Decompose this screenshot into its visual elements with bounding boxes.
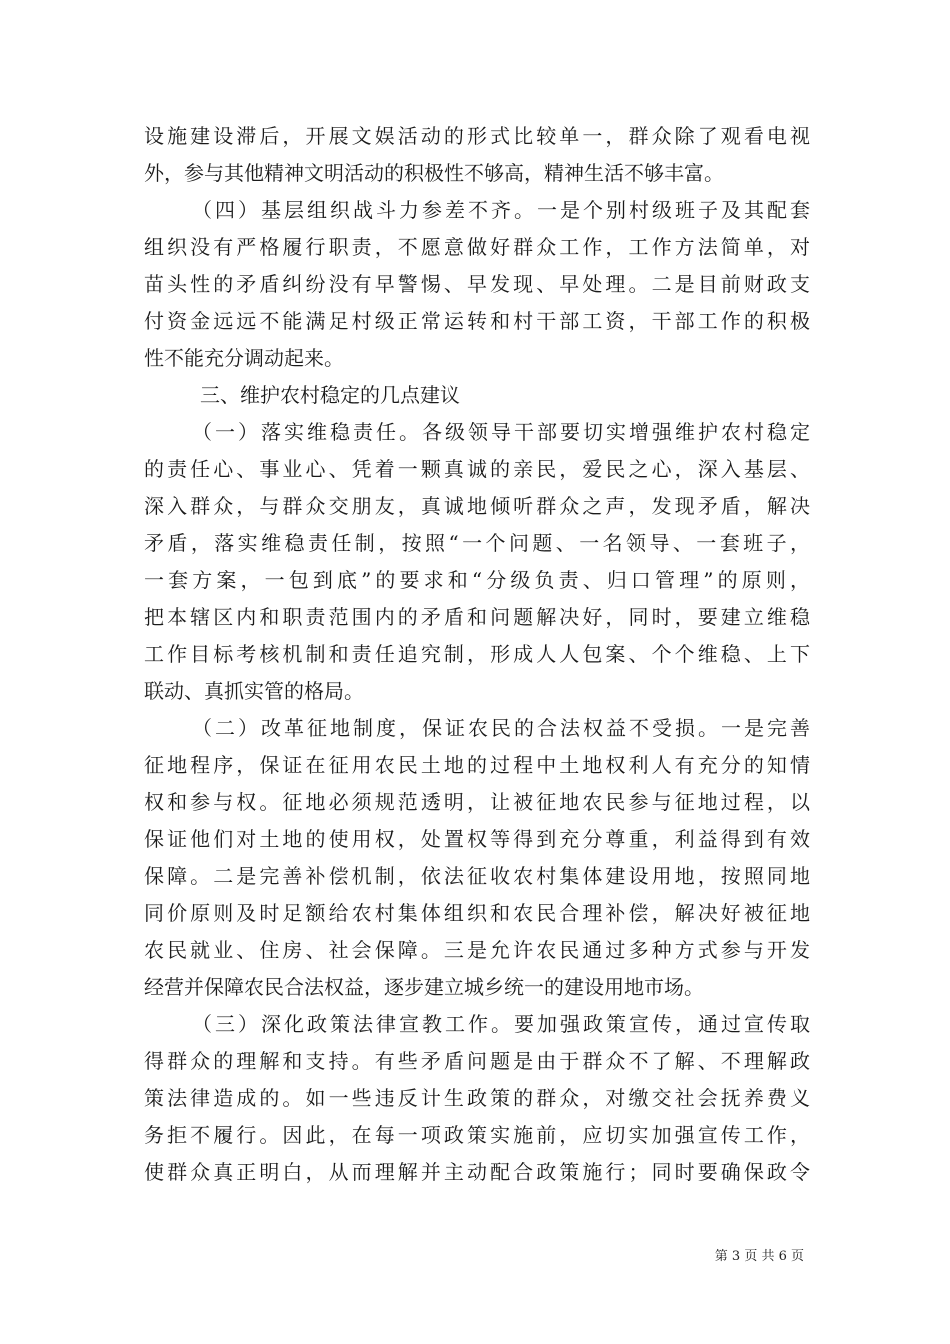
text-line: 三、维护农村稳定的几点建议 — [200, 383, 460, 407]
text-line: 深入群众，与群众交朋友，真诚地倾听群众之声，发现矛盾，解决 — [144, 494, 810, 518]
text-line: 使群众真正明白，从而理解并主动配合政策施行；同时要确保政令 — [144, 1160, 810, 1184]
text-line: 得群众的理解和支持。有些矛盾问题是由于群众不了解、不理解政 — [144, 1049, 810, 1073]
text-line: 性不能充分调动起来。 — [144, 346, 344, 370]
text-line: 农民就业、住房、社会保障。三是允许农民通过多种方式参与开发 — [144, 938, 810, 962]
text-line: （一）落实维稳责任。各级领导干部要切实增强维护农村稳定 — [192, 420, 810, 444]
text-line: （三）深化政策法律宣教工作。要加强政策宣传，通过宣传取 — [192, 1012, 810, 1036]
text-line: 把本辖区内和职责范围内的矛盾和问题解决好，同时，要建立维稳 — [144, 605, 810, 629]
text-line: 付资金远远不能满足村级正常运转和村干部工资，干部工作的积极 — [144, 309, 810, 333]
text-line: 经营并保障农民合法权益，逐步建立城乡统一的建设用地市场。 — [144, 975, 704, 999]
text-line: 组织没有严格履行职责，不愿意做好群众工作，工作方法简单，对 — [144, 235, 810, 259]
text-line: 设施建设滞后，开展文娱活动的形式比较单一，群众除了观看电视 — [144, 124, 810, 148]
text-line: 征地程序，保证在征用农民土地的过程中土地权利人有充分的知情 — [144, 753, 810, 777]
document-body — [144, 118, 810, 1191]
text-line: 联动、真抓实管的格局。 — [144, 679, 364, 703]
text-line: 苗头性的矛盾纠纷没有早警惕、早发现、早处理。二是目前财政支 — [144, 272, 810, 296]
text-line: 务拒不履行。因此，在每一项政策实施前，应切实加强宣传工作， — [144, 1123, 810, 1147]
text-line: 外，参与其他精神文明活动的积极性不够高，精神生活不够丰富。 — [144, 161, 724, 185]
text-line: 保障。二是完善补偿机制，依法征收农村集体建设用地，按照同地 — [144, 864, 810, 888]
text-line: 保证他们对土地的使用权，处置权等得到充分尊重，利益得到有效 — [144, 827, 810, 851]
text-line: 一套方案，一包到底”的要求和“分级负责、归口管理”的原则， — [144, 568, 810, 592]
text-line: 工作目标考核机制和责任追究制，形成人人包案、个个维稳、上下 — [144, 642, 810, 666]
text-line: （二）改革征地制度，保证农民的合法权益不受损。一是完善 — [192, 716, 810, 740]
text-line: 策法律造成的。如一些违反计生政策的群众，对缴交社会抚养费义 — [144, 1086, 810, 1110]
text-line: 同价原则及时足额给农村集体组织和农民合理补偿，解决好被征地 — [144, 901, 810, 925]
text-line: 权和参与权。征地必须规范透明，让被征地农民参与征地过程，以 — [144, 790, 810, 814]
text-line: 的责任心、事业心、凭着一颗真诚的亲民，爱民之心，深入基层、 — [144, 457, 810, 481]
page-number: 第 3 页 共 6 页 — [714, 1249, 804, 1264]
text-line: （四）基层组织战斗力参差不齐。一是个别村级班子及其配套 — [192, 198, 810, 222]
text-line: 矛盾，落实维稳责任制，按照“一个问题、一名领导、一套班子， — [144, 531, 810, 555]
